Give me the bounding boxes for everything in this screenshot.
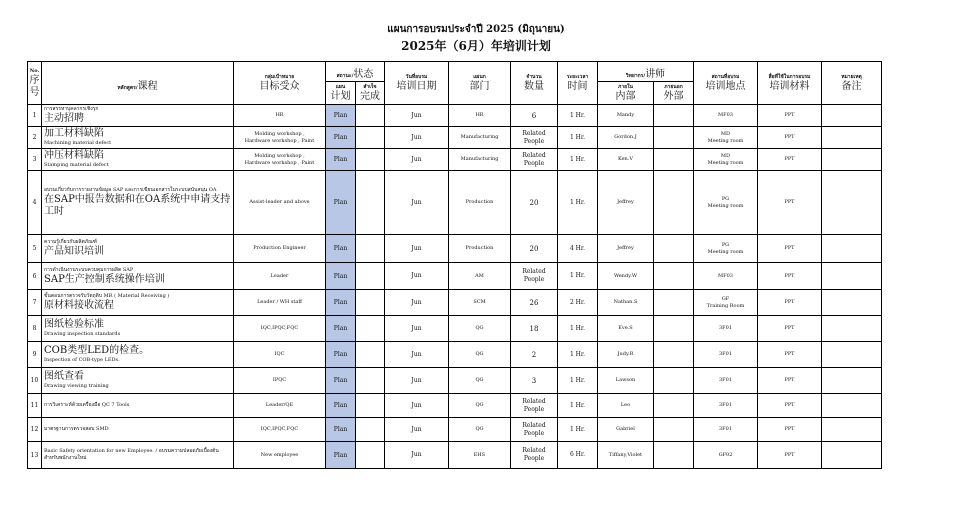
- department: EHS: [449, 442, 511, 469]
- course-cell: [42, 442, 234, 469]
- location-line: MD: [720, 130, 731, 137]
- location-line: Meeting room: [707, 137, 744, 144]
- location-line: 3F01: [718, 377, 732, 383]
- duration: 1 Hr.: [558, 316, 598, 342]
- trainer-external: [654, 235, 694, 263]
- status-done: [356, 105, 385, 127]
- trainer-internal: Wendy.W: [598, 263, 654, 290]
- trainer-internal: Judy.R: [598, 342, 654, 368]
- trainer-external: [654, 127, 694, 149]
- trainer-internal: Lawson: [598, 368, 654, 394]
- training-material: PPT: [758, 342, 822, 368]
- quantity: [511, 342, 558, 368]
- header-dept: แผนก 部门: [449, 62, 511, 105]
- audience-cell: [234, 394, 326, 418]
- status-done: [356, 442, 385, 469]
- title-block: [0, 23, 980, 54]
- quantity: [511, 171, 558, 235]
- duration: 1 Hr.: [558, 149, 598, 171]
- remark: [822, 442, 882, 469]
- remark: [822, 368, 882, 394]
- location-cell: [694, 442, 758, 469]
- audience-line: Leader/QE: [265, 402, 294, 408]
- duration: 1 Hr.: [558, 171, 598, 235]
- course-chinese: 在SAP中报告数据和在OA系统中申请支持工时: [44, 194, 231, 217]
- quantity-line: 20: [529, 198, 539, 207]
- quantity: [511, 418, 558, 442]
- audience-line: Hardware workshop , Paint: [244, 137, 315, 144]
- header-remark: หมายเหตุ 备注: [822, 62, 882, 105]
- header-no: No. 序号: [28, 62, 42, 105]
- training-material: PPT: [758, 263, 822, 290]
- status-done: [356, 235, 385, 263]
- training-material: PPT: [758, 149, 822, 171]
- location-line: PG: [721, 195, 730, 202]
- header-qty: จำนวน 数量: [511, 62, 558, 105]
- training-date: Jun: [385, 105, 449, 127]
- remark: [822, 290, 882, 316]
- audience-line: Assist-leader and above: [249, 199, 310, 205]
- table-row: [28, 149, 882, 171]
- course-thai: การวิเคราะห์ด้วยเครื่องมือ QC 7 Tools: [44, 402, 130, 408]
- audience-line: Leader: [270, 272, 289, 279]
- row-number: 7: [28, 290, 42, 316]
- trainer-internal: Gabriel: [598, 418, 654, 442]
- trainer-external: [654, 442, 694, 469]
- audience-line: Hardware workshop , Paint: [244, 159, 315, 166]
- status-done: [356, 127, 385, 149]
- location-cell: [694, 149, 758, 171]
- row-number: 9: [28, 342, 42, 368]
- quantity-line: 18: [529, 324, 539, 333]
- course-thai: การดำเนินงานระบบควบคุมการผลิต SAP: [44, 266, 134, 273]
- audience-line: HR: [275, 112, 284, 118]
- trainer-internal: Ken.V: [598, 149, 654, 171]
- header-status: สถานะ/状态: [326, 62, 385, 82]
- location-line: GF: [721, 295, 730, 302]
- location-cell: [694, 290, 758, 316]
- status-plan: Plan: [326, 263, 356, 290]
- row-number: 11: [28, 394, 42, 418]
- table-row: [28, 368, 882, 394]
- header-location: สถานที่อบรม 培训地点: [694, 62, 758, 105]
- audience-cell: [234, 418, 326, 442]
- department: Manufacturing: [449, 127, 511, 149]
- status-done: [356, 316, 385, 342]
- department: SCM: [449, 290, 511, 316]
- quantity: [511, 149, 558, 171]
- status-done: [356, 368, 385, 394]
- duration: 1 Hr.: [558, 418, 598, 442]
- quantity: [511, 442, 558, 469]
- trainer-external: [654, 418, 694, 442]
- table-row: [28, 442, 882, 469]
- location-cell: [694, 105, 758, 127]
- trainer-external: [654, 368, 694, 394]
- remark: [822, 394, 882, 418]
- status-plan: Plan: [326, 418, 356, 442]
- audience-cell: [234, 263, 326, 290]
- trainer-external: [654, 105, 694, 127]
- training-date: Jun: [385, 418, 449, 442]
- audience-line: IQC,IPQC,FQC: [260, 325, 299, 331]
- duration: 1 Hr.: [558, 105, 598, 127]
- trainer-internal: Jeffrey: [598, 171, 654, 235]
- location-cell: [694, 171, 758, 235]
- course-chinese: 原材料接收流程: [44, 300, 114, 311]
- status-done: [356, 263, 385, 290]
- quantity-line: 26: [529, 298, 539, 307]
- table-row: [28, 235, 882, 263]
- trainer-internal: Mandy: [598, 105, 654, 127]
- status-plan: Plan: [326, 368, 356, 394]
- course-cell: [42, 418, 234, 442]
- row-number: 12: [28, 418, 42, 442]
- location-line: PG: [721, 241, 730, 248]
- row-number: 3: [28, 149, 42, 171]
- remark: [822, 127, 882, 149]
- course-cell: [42, 235, 234, 263]
- location-cell: [694, 316, 758, 342]
- location-cell: [694, 235, 758, 263]
- training-date: Jun: [385, 394, 449, 418]
- training-material: PPT: [758, 418, 822, 442]
- trainer-external: [654, 171, 694, 235]
- trainer-external: [654, 342, 694, 368]
- course-thai: มาตรฐานการตรวจสอบ SMD: [44, 426, 109, 432]
- course-chinese: 图纸查看: [44, 371, 84, 382]
- remark: [822, 171, 882, 235]
- quantity-line: People: [523, 276, 545, 283]
- quantity-line: Related: [522, 397, 546, 405]
- audience-cell: [234, 171, 326, 235]
- table-row: [28, 394, 882, 418]
- table-row: [28, 127, 882, 149]
- quantity: [511, 316, 558, 342]
- quantity-line: People: [523, 159, 545, 167]
- quantity: [511, 394, 558, 418]
- course-thai: ความรู้เกี่ยวกับผลิตภัณฑ์: [44, 239, 97, 245]
- location-line: Meeting room: [707, 202, 744, 209]
- course-cell: [42, 316, 234, 342]
- audience-line: New employee: [260, 451, 299, 458]
- course-cell: [42, 368, 234, 394]
- header-internal: ภายใน 内部: [598, 82, 654, 105]
- remark: [822, 149, 882, 171]
- location-line: MF03: [718, 112, 733, 118]
- department: QG: [449, 394, 511, 418]
- table-row: [28, 171, 882, 235]
- status-plan: Plan: [326, 149, 356, 171]
- quantity-line: Related: [522, 268, 546, 275]
- header-course: หลักสูตร/课程: [42, 62, 234, 105]
- status-plan: Plan: [326, 442, 356, 469]
- trainer-internal: Gordon.J: [598, 127, 654, 149]
- quantity: [511, 263, 558, 290]
- training-date: Jun: [385, 290, 449, 316]
- audience-line: Molding workshop ,: [254, 130, 305, 137]
- audience-cell: [234, 342, 326, 368]
- course-cell: [42, 263, 234, 290]
- header-external: ภายนอก 外部: [654, 82, 694, 105]
- course-thai: ขั้นตอนการตรวจรับวัตถุดิบ MR ( Material Receiving ): [44, 293, 170, 299]
- status-done: [356, 342, 385, 368]
- header-plan: แผน 计划: [326, 82, 356, 105]
- row-number: 2: [28, 127, 42, 149]
- course-chinese: SAP生产控制系统操作培训: [44, 273, 165, 285]
- duration: 4 Hr.: [558, 235, 598, 263]
- audience-line: IQC: [274, 351, 285, 357]
- department: AM: [449, 263, 511, 290]
- trainer-internal: Leo: [598, 394, 654, 418]
- audience-line: Production Engineer: [253, 245, 306, 251]
- location-line: 3F01: [718, 426, 732, 432]
- title-thai: แผนการอบรมประจำปี 2025 (มิถุนายน): [387, 24, 565, 35]
- row-number: 13: [28, 442, 42, 469]
- training-material: PPT: [758, 105, 822, 127]
- table-row: [28, 105, 882, 127]
- status-done: [356, 171, 385, 235]
- remark: [822, 263, 882, 290]
- course-chinese: 图纸检验标准: [44, 319, 104, 330]
- department: QG: [449, 316, 511, 342]
- training-date: Jun: [385, 235, 449, 263]
- course-chinese: 产品知识培训: [44, 246, 104, 257]
- audience-cell: [234, 235, 326, 263]
- status-plan: Plan: [326, 127, 356, 149]
- training-material: PPT: [758, 235, 822, 263]
- location-line: 3F01: [718, 351, 732, 357]
- course-cell: [42, 342, 234, 368]
- training-material: PPT: [758, 290, 822, 316]
- department: HR: [449, 105, 511, 127]
- course-cell: [42, 171, 234, 235]
- course-english: Drawing inspection standards: [44, 331, 121, 337]
- course-thai: อบรมเกี่ยวกับการรายงานข้อมูล SAP และการเขียนเอกสารในระบบสนับสนุน OA: [44, 187, 217, 193]
- audience-line: Molding workshop ,: [254, 152, 305, 159]
- table-row: [28, 418, 882, 442]
- header-done: สำเร็จ 完成: [356, 82, 385, 105]
- row-number: 5: [28, 235, 42, 263]
- audience-line: IPQC: [272, 377, 287, 383]
- location-cell: [694, 127, 758, 149]
- table-body: [28, 105, 882, 469]
- quantity-line: 20: [529, 244, 539, 253]
- title-chinese: 2025年（6月）年培训计划: [401, 39, 551, 53]
- trainer-internal: Jeffrey: [598, 235, 654, 263]
- remark: [822, 105, 882, 127]
- quantity-line: 2: [531, 350, 537, 359]
- header-date: วันที่อบรม 培训日期: [385, 62, 449, 105]
- department: Production: [449, 171, 511, 235]
- course-cell: [42, 290, 234, 316]
- course-english: Stamping material defect: [44, 162, 109, 168]
- header-material: สื่อที่ใช้ในการอบรม 培训材料: [758, 62, 822, 105]
- location-cell: [694, 263, 758, 290]
- duration: 6 Hr.: [558, 442, 598, 469]
- remark: [822, 235, 882, 263]
- quantity: [511, 235, 558, 263]
- course-cell: [42, 394, 234, 418]
- training-material: PPT: [758, 442, 822, 469]
- course-english: Inspection of COB-type LEDs.: [44, 357, 120, 363]
- header-duration: ระยะเวลา 时间: [558, 62, 598, 105]
- location-line: Meeting room: [707, 248, 744, 255]
- location-cell: [694, 368, 758, 394]
- audience-cell: [234, 368, 326, 394]
- trainer-external: [654, 290, 694, 316]
- training-material: PPT: [758, 316, 822, 342]
- row-number: 1: [28, 105, 42, 127]
- status-plan: Plan: [326, 171, 356, 235]
- training-plan-table: [27, 61, 882, 469]
- status-plan: Plan: [326, 342, 356, 368]
- training-material: PPT: [758, 394, 822, 418]
- remark: [822, 316, 882, 342]
- header-trainer: วิทยากร/讲师: [598, 62, 694, 82]
- trainer-internal: Eve.S: [598, 316, 654, 342]
- duration: 1 Hr.: [558, 368, 598, 394]
- status-done: [356, 290, 385, 316]
- training-date: Jun: [385, 127, 449, 149]
- quantity-line: People: [523, 405, 545, 413]
- header-audience: กลุ่มเป้าหมาย 目标受众: [234, 62, 326, 105]
- table-row: [28, 316, 882, 342]
- duration: 1 Hr.: [558, 263, 598, 290]
- location-line: GF02: [718, 451, 733, 458]
- quantity-line: Related: [522, 447, 546, 454]
- location-line: 3F01: [718, 402, 732, 408]
- location-cell: [694, 418, 758, 442]
- department: Manufacturing: [449, 149, 511, 171]
- training-date: Jun: [385, 442, 449, 469]
- course-chinese: 主动招聘: [44, 113, 84, 124]
- quantity-line: 6: [531, 111, 537, 120]
- department: QG: [449, 418, 511, 442]
- training-material: PPT: [758, 368, 822, 394]
- training-date: Jun: [385, 171, 449, 235]
- status-done: [356, 394, 385, 418]
- status-done: [356, 418, 385, 442]
- duration: 2 Hr.: [558, 290, 598, 316]
- quantity-line: Related: [522, 129, 546, 137]
- course-cell: [42, 149, 234, 171]
- location-line: 3F01: [718, 325, 732, 331]
- course-thai: Basic Safety orientation for new Employee. / อบรมความปลอดภัยเบื้องต้นสำหรับพนักงานใหม่: [44, 448, 219, 461]
- remark: [822, 342, 882, 368]
- quantity-line: 3: [531, 376, 537, 385]
- audience-line: IQC,IPQC,FQC: [260, 426, 299, 432]
- training-date: Jun: [385, 316, 449, 342]
- location-line: MF03: [718, 272, 733, 279]
- quantity-line: Related: [522, 151, 546, 159]
- row-number: 6: [28, 263, 42, 290]
- course-chinese: 加工材料缺陷: [44, 128, 104, 139]
- quantity-line: People: [523, 455, 545, 462]
- status-plan: Plan: [326, 235, 356, 263]
- trainer-internal: Tiffany,Violet: [598, 442, 654, 469]
- audience-cell: [234, 127, 326, 149]
- department: Production: [449, 235, 511, 263]
- location-cell: [694, 394, 758, 418]
- training-date: Jun: [385, 263, 449, 290]
- audience-cell: [234, 442, 326, 469]
- status-plan: Plan: [326, 394, 356, 418]
- remark: [822, 418, 882, 442]
- duration: 1 Hr.: [558, 342, 598, 368]
- trainer-external: [654, 149, 694, 171]
- course-cell: [42, 105, 234, 127]
- audience-cell: [234, 290, 326, 316]
- course-thai: การสรรหาบุคลากรเชิงรุก: [44, 106, 99, 112]
- table-row: [28, 263, 882, 290]
- quantity-line: Related: [522, 421, 546, 429]
- quantity-line: People: [523, 429, 545, 437]
- course-english: Drawing viewing training: [44, 383, 109, 389]
- table-row: [28, 342, 882, 368]
- department: QG: [449, 368, 511, 394]
- quantity-line: People: [523, 137, 545, 145]
- course-chinese: 冲压材料缺陷: [44, 150, 104, 161]
- duration: 1 Hr.: [558, 127, 598, 149]
- course-cell: [42, 127, 234, 149]
- training-material: PPT: [758, 171, 822, 235]
- trainer-internal: Nathan.S: [598, 290, 654, 316]
- audience-cell: [234, 149, 326, 171]
- department: QG: [449, 342, 511, 368]
- quantity: [511, 368, 558, 394]
- audience-cell: [234, 105, 326, 127]
- location-line: MD: [720, 152, 731, 159]
- location-line: Training Room: [706, 302, 745, 309]
- duration: 1 Hr.: [558, 394, 598, 418]
- status-plan: Plan: [326, 316, 356, 342]
- quantity: [511, 105, 558, 127]
- quantity: [511, 127, 558, 149]
- trainer-external: [654, 263, 694, 290]
- row-number: 4: [28, 171, 42, 235]
- location-cell: [694, 342, 758, 368]
- audience-cell: [234, 316, 326, 342]
- status-plan: Plan: [326, 290, 356, 316]
- training-date: Jun: [385, 368, 449, 394]
- status-plan: Plan: [326, 105, 356, 127]
- trainer-external: [654, 316, 694, 342]
- training-date: Jun: [385, 149, 449, 171]
- trainer-external: [654, 394, 694, 418]
- audience-line: Leader / WH staff: [257, 299, 302, 305]
- training-date: Jun: [385, 342, 449, 368]
- status-done: [356, 149, 385, 171]
- course-chinese: COB类型LED的检查。: [44, 345, 150, 356]
- location-line: Meeting room: [707, 159, 744, 166]
- quantity: [511, 290, 558, 316]
- table-row: [28, 290, 882, 316]
- row-number: 8: [28, 316, 42, 342]
- training-material: PPT: [758, 127, 822, 149]
- course-english: Machining material defect: [44, 140, 112, 146]
- row-number: 10: [28, 368, 42, 394]
